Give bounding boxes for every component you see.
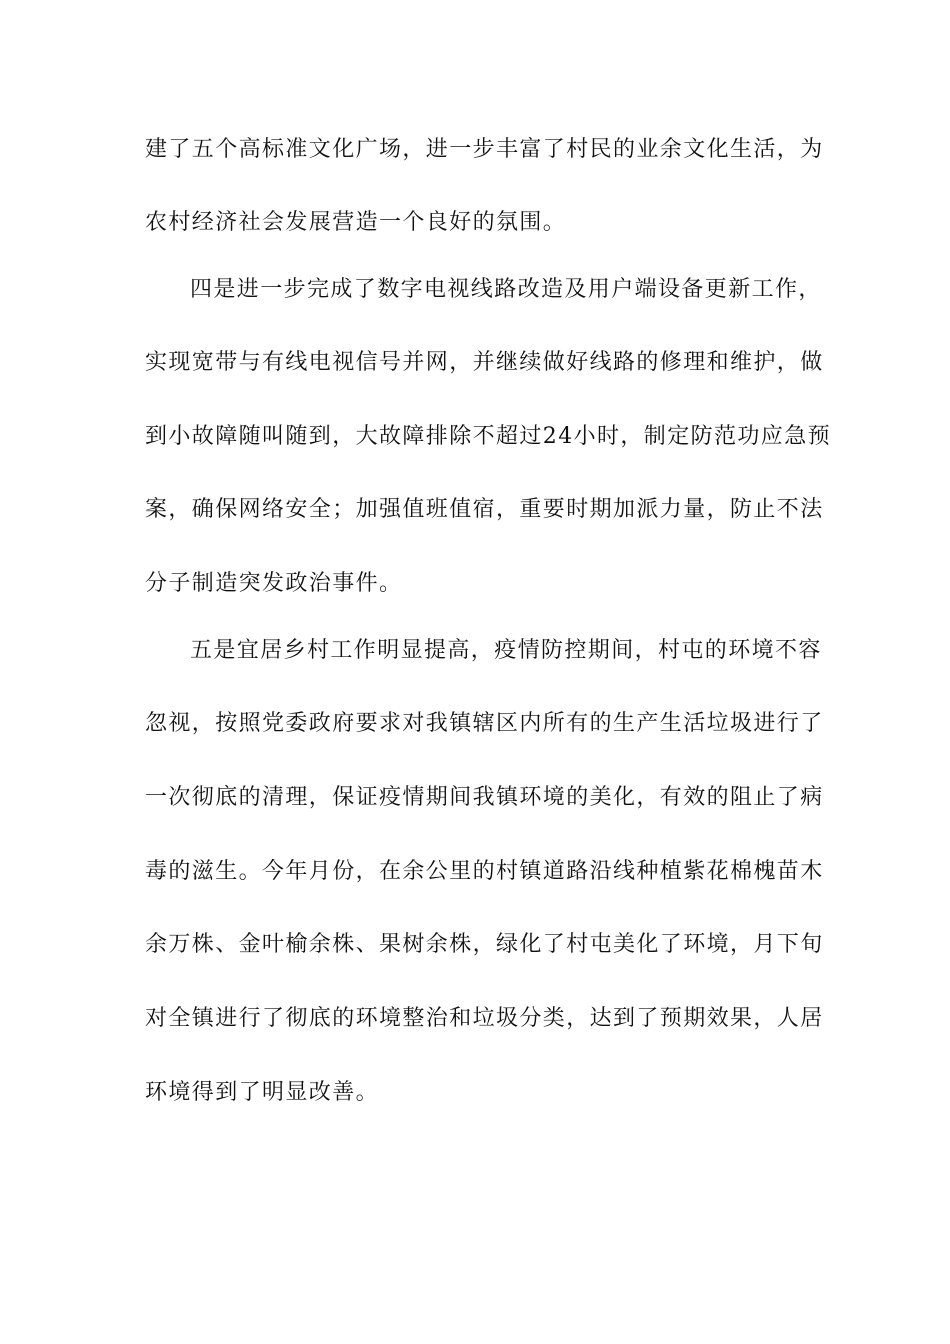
text-line-9: 忽视，按照党委政府要求对我镇辖区内所有的生产生活垃圾进行了 [145,711,824,736]
text-line-13: 对全镇进行了彻底的环境整治和垃圾分类，达到了预期效果，人居 [145,1006,824,1031]
text-line-11: 毒的滋生。今年月份，在余公里的村镇道路沿线种植紫花棉槐苗木 [145,859,824,884]
text-line-1: 建了五个高标准文化广场，进一步丰富了村民的业余文化生活，为 [145,137,824,162]
text-line-5: 到小故障随叫随到，大故障排除不超过24小时，制定防范功应急预 [145,424,831,449]
paragraph-start-5: 五是宜居乡村工作明显提高，疫情防控期间，村屯的环境不容 [190,638,822,663]
text-line-12: 余万株、金叶榆余株、果树余株，绿化了村屯美化了环境，月下旬 [145,932,824,957]
text-line-14: 环境得到了明显改善。 [145,1080,380,1105]
paragraph-start-4: 四是进一步完成了数字电视线路改造及用户端设备更新工作， [190,277,822,302]
text-line-7: 分子制造突发政治事件。 [145,571,403,596]
text-line-4: 实现宽带与有线电视信号并网，并继续做好线路的修理和维护，做 [145,350,824,375]
text-line-2: 农村经济社会发展营造一个良好的氛围。 [145,210,567,235]
text-line-6: 案，确保网络安全；加强值班值宿，重要时期加派力量，防止不法 [145,497,824,522]
text-line-10: 一次彻底的清理，保证疫情期间我镇环境的美化，有效的阻止了病 [145,785,824,810]
